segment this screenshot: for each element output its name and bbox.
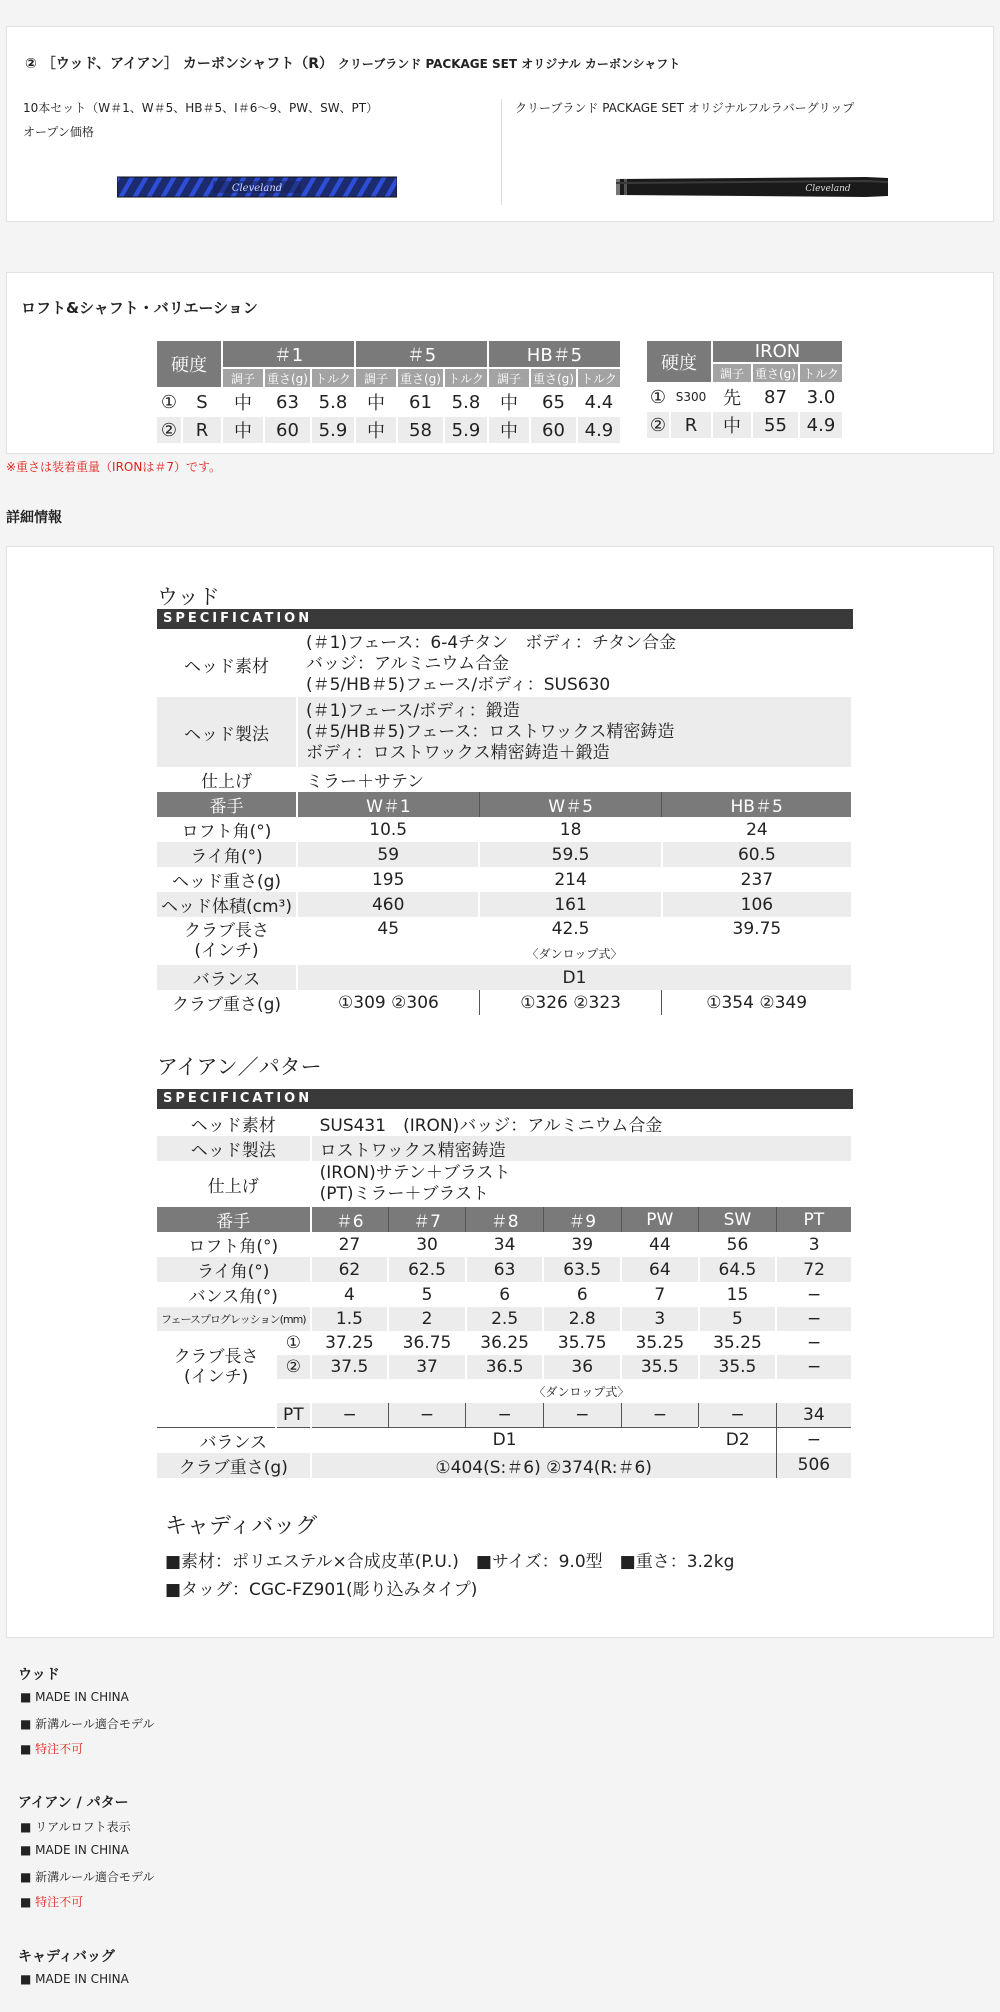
sub-header: トルク (311, 368, 355, 388)
caddie-line: ■タッグ：CGC-FZ901(彫り込みタイプ) (165, 1580, 478, 1600)
list-title-caddie: キャディバッグ (18, 1949, 115, 1965)
table-row: ① S300 先 87 3.0 (646, 383, 843, 411)
sub-header: 重さ(g) (752, 363, 799, 383)
spec-card (6, 546, 994, 1638)
iron-spec-table: ヘッド素材 SUS431 (IRON)バッジ：アルミニウム合金 ヘッド製法 ロストワックス精密鋳造 仕上げ (IRON)サテン＋ブラスト (PT)ミラー＋ブラスト 番手 ＃6 ＃7 ＃8 ＃9 PW SW PT ロフト角(°) 27 30 34 39 44 56 3 ライ角(°) 62 62.5 63 63.5 64 64.5 72 バンス角(°) 4 5 6 6 7 15 − フェースプログレッション(mm) 1.5 2 2.5 2.8 3 5 − クラブ長さ (インチ) ① 37.25 36.75 36.25 35.75 35.25 35.25 − ② 37.5 37 36.5 36 35.5 35.5 − 〈ダンロップ式〉 PT − − − − − − 34 バランス D1 D2 − クラブ重さ(g) ①404(S:＃6) ②374(R:＃6) 506 (157, 1111, 853, 1478)
sub-header: トルク (577, 368, 621, 388)
group-header: HB＃5 (488, 340, 621, 368)
caddie-line: ■素材：ポリエステル×合成皮革(P.U.) ■サイズ：9.0型 ■重さ：3.2kg (165, 1552, 735, 1572)
weight-note: ※重さは装着重量（IRONは＃7）です。 (6, 460, 222, 474)
grip-description: クリーブランド PACKAGE SET オリジナルフルラバーグリップ (515, 101, 855, 115)
group-header: ＃1 (222, 340, 355, 368)
method-label: ヘッド製法 (157, 697, 297, 767)
list-item: ■ MADE IN CHINA (20, 1690, 129, 1704)
list-item: ■ 新溝ルール適合モデル (20, 1870, 155, 1884)
loft-title: ロフト&シャフト・バリエーション (21, 299, 258, 317)
loft-shaft-card (6, 272, 994, 454)
table-row: ② R 中 60 5.9 中 58 5.9 中 60 4.9 (156, 416, 621, 444)
list-item: ■ 新溝ルール適合モデル (20, 1717, 155, 1731)
hardness-header: 硬度 (156, 340, 222, 388)
wood-spec-bar: SPECIFICATION (157, 609, 853, 629)
sub-header: 調子 (488, 368, 530, 388)
shaft-card (6, 26, 994, 222)
hardness-header: 硬度 (646, 340, 712, 383)
detail-title: 詳細情報 (6, 510, 62, 526)
grip-image (616, 175, 888, 199)
divider (501, 99, 502, 205)
table-row: ① S 中 63 5.8 中 61 5.8 中 65 4.4 (156, 388, 621, 416)
list-item: ■ MADE IN CHINA (20, 1843, 129, 1857)
no-header: 番手 (157, 792, 297, 817)
grip-logo: Cleveland (805, 184, 851, 194)
wood-shaft-table (155, 339, 622, 445)
set-description: 10本セット（W＃1、W＃5、HB＃5、I＃6〜9、PW、SW、PT） (23, 101, 379, 115)
iron-heading: アイアン／パター (157, 1055, 322, 1079)
shaft-logo: Cleveland (231, 183, 283, 194)
caddie-heading: キャディバッグ (165, 1514, 318, 1539)
list-title-wood: ウッド (18, 1667, 60, 1683)
wood-heading: ウッド (157, 585, 220, 609)
sub-header: 調子 (355, 368, 397, 388)
shaft-title: ② ［ウッド、アイアン］ カーボンシャフト（R） クリーブランド PACKAGE SET オリジナル カーボンシャフト (25, 56, 681, 72)
material-label: ヘッド素材 (157, 631, 297, 697)
list-item: ■ 特注不可 (20, 1895, 84, 1909)
list-item: ■ リアルロフト表示 (20, 1820, 131, 1834)
wood-spec-table: ヘッド素材 (＃1)フェース：6-4チタン ボディ：チタン合金 バッジ：アルミニウム合金 (＃5/HB＃5)フェース/ボディ：SUS630 ヘッド製法 (＃1)フェース/ボディ：鍛造 (＃5/HB＃5)フェース：ロストワックス精密鋳造 ボディ：ロストワックス精密鋳造＋鍛造 仕上げ ミラー＋サテン 番手 W＃1 W＃5 HB＃5 ロフト角(°) 10.5 18 24 ライ角(°) 59 59.5 60.5 ヘッド重さ(g) 195 214 237 ヘッド体積(cm³) 460 161 106 クラブ長さ (インチ) 45 42.5 39.75 〈ダンロップ式〉 バランス D1 クラブ重さ(g) ①309 ②306 ①326 ②323 ①354 ②349 (157, 631, 853, 1015)
sub-header: 調子 (712, 363, 752, 383)
group-header: IRON (712, 340, 843, 363)
sub-header: トルク (799, 363, 843, 383)
price-text: オープン価格 (23, 125, 94, 139)
sub-header: トルク (444, 368, 488, 388)
list-item: ■ MADE IN CHINA (20, 1972, 129, 1986)
list-title-iron: アイアン / パター (18, 1795, 129, 1811)
sub-header: 重さ(g) (530, 368, 577, 388)
iron-spec-bar: SPECIFICATION (157, 1089, 853, 1109)
sub-header: 調子 (222, 368, 264, 388)
table-row: ② R 中 55 4.9 (646, 411, 843, 439)
shaft-image (117, 175, 397, 199)
list-item: ■ 特注不可 (20, 1742, 84, 1756)
sub-header: 重さ(g) (264, 368, 311, 388)
iron-shaft-table (645, 339, 844, 440)
sub-header: 重さ(g) (397, 368, 444, 388)
group-header: ＃5 (355, 340, 488, 368)
